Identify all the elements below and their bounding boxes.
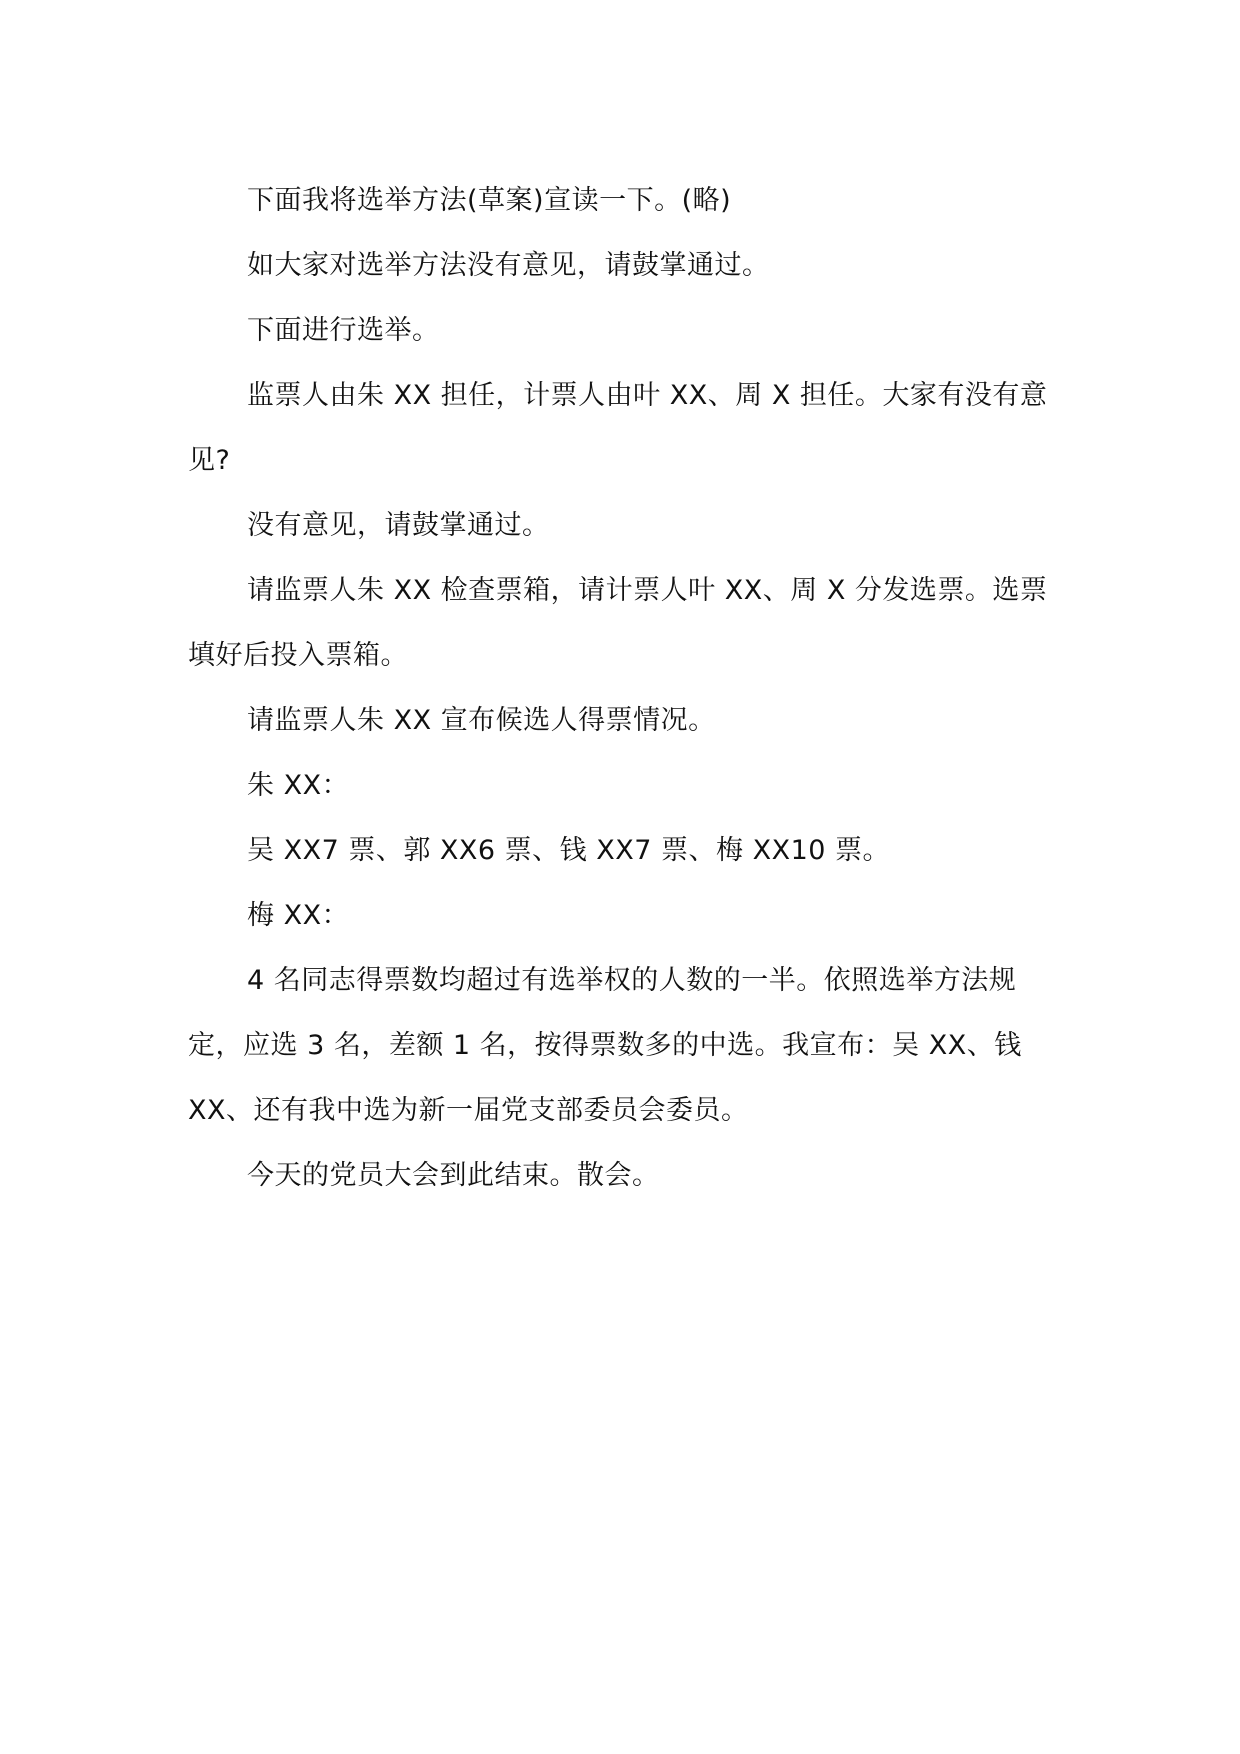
paragraph-appoint-scrutineers: 监票人由朱 XX 担任，计票人由叶 XX、周 X 担任。大家有没有意见? bbox=[188, 380, 1048, 476]
paragraph-speaker-mei: 梅 XX： bbox=[247, 900, 350, 931]
paragraph-approve-scrutineers: 没有意见，请鼓掌通过。 bbox=[247, 510, 550, 541]
paragraph-vote-counts: 吴 XX7 票、郭 XX6 票、钱 XX7 票、梅 XX10 票。 bbox=[247, 835, 891, 866]
document-body bbox=[188, 168, 1058, 1208]
paragraph-reading-method: 下面我将选举方法(草案)宣读一下。(略) bbox=[247, 185, 732, 216]
paragraph-election-result: 4 名同志得票数均超过有选举权的人数的一半。依照选举方法规定，应选 3 名，差额 1 名，按得票数多的中选。我宣布：吴 XX、钱 XX、还有我中选为新一届党支部委员会委员。 bbox=[188, 965, 1022, 1126]
paragraph-speaker-zhu: 朱 XX： bbox=[247, 770, 350, 801]
paragraph-approve-method: 如大家对选举方法没有意见，请鼓掌通过。 bbox=[247, 250, 770, 281]
paragraph-announce-request: 请监票人朱 XX 宣布候选人得票情况。 bbox=[247, 705, 716, 736]
paragraph-meeting-close: 今天的党员大会到此结束。散会。 bbox=[247, 1160, 660, 1191]
paragraph-start-election: 下面进行选举。 bbox=[247, 315, 440, 346]
paragraph-ballot-distribution: 请监票人朱 XX 检查票箱，请计票人叶 XX、周 X 分发选票。选票填好后投入票箱。 bbox=[188, 575, 1048, 671]
